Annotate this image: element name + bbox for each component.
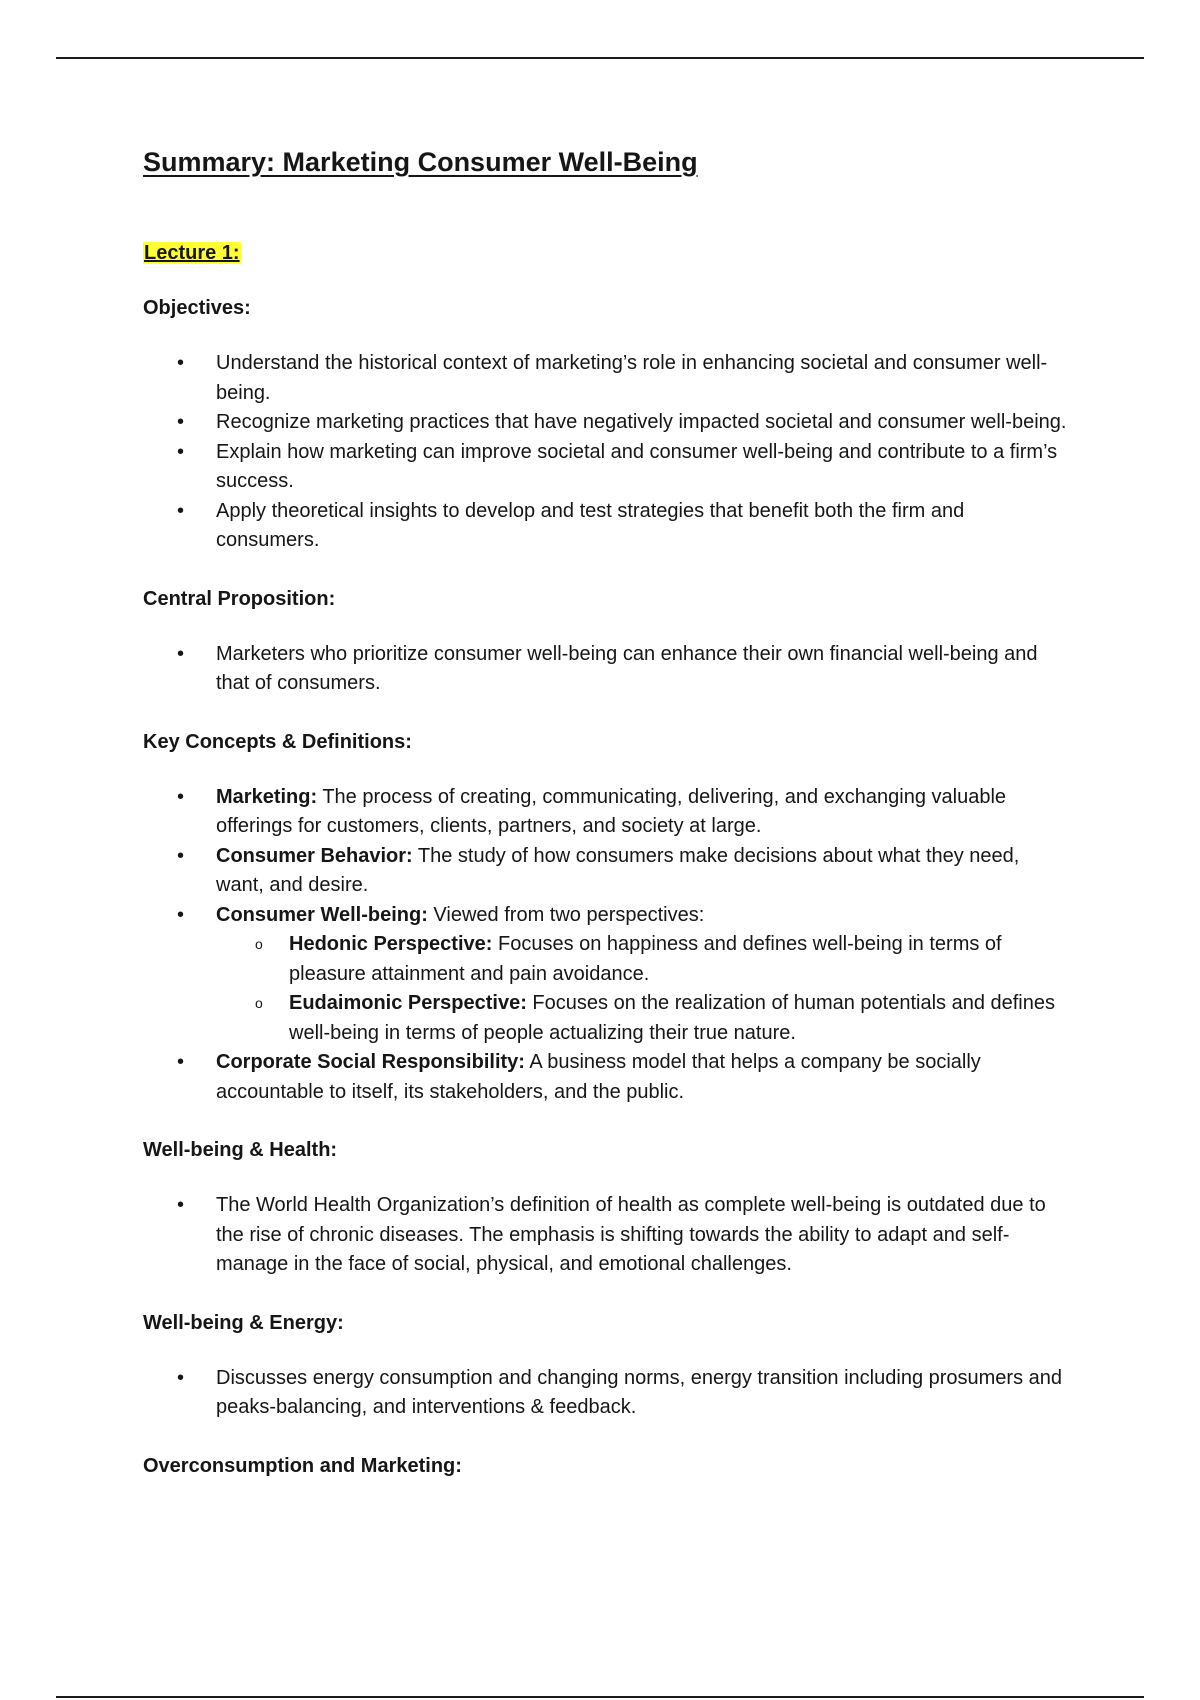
concept-definition: The study of how consumers make decisions about what they need, want, and desire. — [216, 844, 1020, 896]
key-concepts-list — [143, 783, 1068, 1108]
objectives-heading: Objectives: — [143, 297, 251, 319]
key-concepts-heading: Key Concepts & Definitions: — [143, 730, 412, 753]
central-proposition-list — [143, 640, 1068, 699]
perspective-definition: Focuses on the realization of human potentials and defines well-being in terms of people actualizing their true nature. — [289, 992, 1055, 1044]
list-item: • Explain how marketing can improve societal and consumer well-being and contribute to a firm’s success. — [143, 438, 1068, 497]
concept-marketing — [143, 783, 1068, 842]
concept-term: Marketing: — [216, 785, 318, 808]
perspective-term: Eudaimonic Perspective: — [289, 992, 527, 1014]
wellbeing-health-heading: Well-being & Health: — [143, 1139, 338, 1161]
list-item: • The World Health Organization’s definition of health as complete well-being is outdated due to the rise of chronic diseases. The emphasis is shifting towards the ability to adapt and self-manage in the face of social, physical, and emotional challenges. — [143, 1191, 1068, 1280]
concept-term: Consumer Behavior: — [216, 844, 413, 867]
wellbeing-energy-list — [143, 1364, 1068, 1423]
perspective-definition: Focuses on happiness and defines well-being in terms of pleasure attainment and pain avoidance. — [289, 933, 1002, 985]
central-proposition-heading: Central Proposition: — [143, 587, 336, 610]
concept-term: Corporate Social Responsibility: — [216, 1051, 525, 1073]
list-item: • Discusses energy consumption and changing norms, energy transition including prosumers and peaks-balancing, and interventions & feedback. — [143, 1364, 1068, 1423]
concept-definition: Viewed from two perspectives: — [427, 903, 705, 926]
list-item: • Marketers who prioritize consumer well-being can enhance their own financial well-being and that of consumers. — [143, 640, 1068, 699]
lecture-label — [143, 238, 1068, 268]
perspective-hedonic — [216, 930, 1068, 989]
concept-consumer-behavior — [143, 842, 1068, 901]
concept-csr — [143, 1048, 1068, 1107]
wellbeing-perspectives-list — [216, 930, 1068, 1048]
lecture-highlight: Lecture 1: — [144, 242, 240, 264]
bottom-rule — [56, 1696, 1144, 1698]
concept-definition: The process of creating, communicating, delivering, and exchanging valuable offerings for customers, clients, partners, and society at large. — [216, 785, 1007, 837]
wellbeing-energy-heading: Well-being & Energy: — [143, 1311, 344, 1334]
wellbeing-health-list — [143, 1191, 1068, 1280]
perspective-eudaimonic — [216, 989, 1068, 1048]
list-item: • Understand the historical context of marketing’s role in enhancing societal and consumer well-being. — [143, 349, 1068, 408]
perspective-term: Hedonic Perspective: — [289, 933, 493, 955]
objectives-list — [143, 349, 1068, 556]
document-title: Summary: Marketing Consumer Well-Being — [143, 147, 698, 177]
concept-consumer-wellbeing — [143, 901, 1068, 1049]
concept-term: Consumer Well-being: — [216, 903, 428, 926]
overconsumption-heading: Overconsumption and Marketing: — [143, 1454, 462, 1477]
list-item: • Recognize marketing practices that have negatively impacted societal and consumer well-being. — [143, 408, 1068, 438]
document-body — [143, 140, 1068, 1481]
top-rule — [56, 57, 1144, 59]
concept-definition: A business model that helps a company be socially accountable to itself, its stakeholders, and the public. — [216, 1051, 981, 1103]
list-item: • Apply theoretical insights to develop and test strategies that benefit both the firm and consumers. — [143, 497, 1068, 556]
